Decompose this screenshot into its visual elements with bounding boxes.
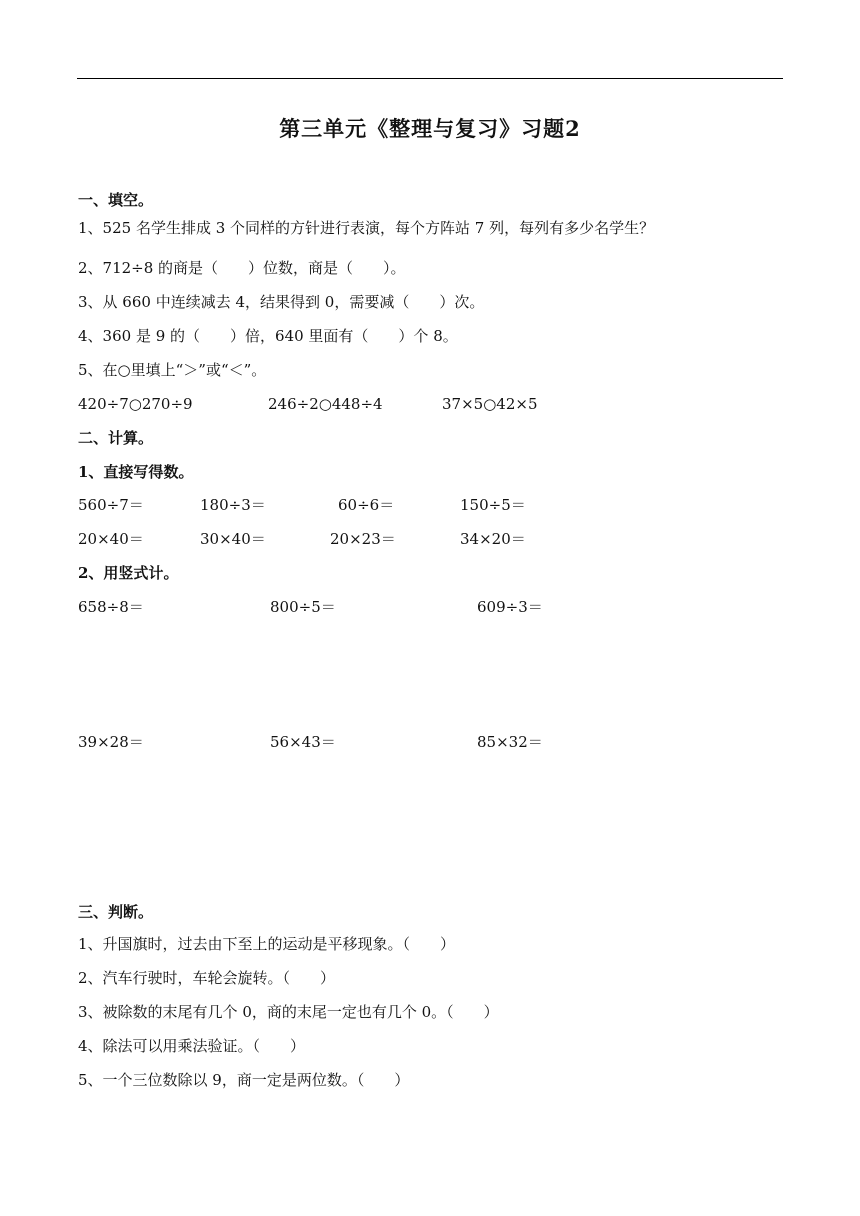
document-title: 第三单元《整理与复习》习题2: [279, 116, 581, 141]
section-heading-fill: 一、填空。: [78, 191, 154, 209]
section-heading-calc: 二、计算。: [78, 429, 154, 447]
judge-question-1: 1、升国旗时，过去由下至上的运动是平移现象。（ ）: [78, 935, 456, 953]
vertical-expression: 85×32＝: [477, 733, 543, 751]
direct-expression: 60÷6＝: [338, 496, 395, 514]
vertical-expression: 800÷5＝: [270, 598, 336, 616]
compare-expression-1: 420÷7○270÷9: [78, 395, 193, 413]
judge-question-2: 2、汽车行驶时，车轮会旋转。（ ）: [78, 969, 336, 987]
vertical-expression: 56×43＝: [270, 733, 336, 751]
compare-expression-2: 246÷2○448÷4: [268, 395, 383, 413]
vertical-expression: 39×28＝: [78, 733, 144, 751]
fill-question-4: 4、360 是 9 的（ ）倍，640 里面有（ ）个 8。: [78, 327, 458, 345]
section-heading-judge: 三、判断。: [78, 903, 154, 921]
direct-expression: 20×40＝: [78, 530, 144, 548]
fill-question-1: 1、525 名学生排成 3 个同样的方针进行表演，每个方阵站 7 列，每列有多少名学生？: [78, 219, 655, 237]
direct-expression: 560÷7＝: [78, 496, 144, 514]
fill-question-3: 3、从 660 中连续减去 4，结果得到 0，需要减（ ）次。: [78, 293, 485, 311]
vertical-expression: 609÷3＝: [477, 598, 543, 616]
direct-expression: 150÷5＝: [460, 496, 526, 514]
subheading-vertical: 2、用竖式计。: [78, 564, 179, 582]
direct-expression: 20×23＝: [330, 530, 396, 548]
judge-question-4: 4、除法可以用乘法验证。（ ）: [78, 1037, 306, 1055]
compare-expression-3: 37×5○42×5: [442, 395, 538, 413]
header-rule: [77, 78, 783, 79]
fill-question-5: 5、在○里填上“＞”或“＜”。: [78, 361, 267, 379]
judge-question-5: 5、一个三位数除以 9，商一定是两位数。（ ）: [78, 1071, 410, 1089]
direct-expression: 34×20＝: [460, 530, 526, 548]
fill-question-2: 2、712÷8 的商是（ ）位数，商是（ ）。: [78, 259, 406, 277]
judge-question-3: 3、被除数的末尾有几个 0，商的末尾一定也有几个 0。（ ）: [78, 1003, 499, 1021]
subheading-direct: 1、直接写得数。: [78, 463, 194, 481]
direct-expression: 30×40＝: [200, 530, 266, 548]
vertical-expression: 658÷8＝: [78, 598, 144, 616]
direct-expression: 180÷3＝: [200, 496, 266, 514]
